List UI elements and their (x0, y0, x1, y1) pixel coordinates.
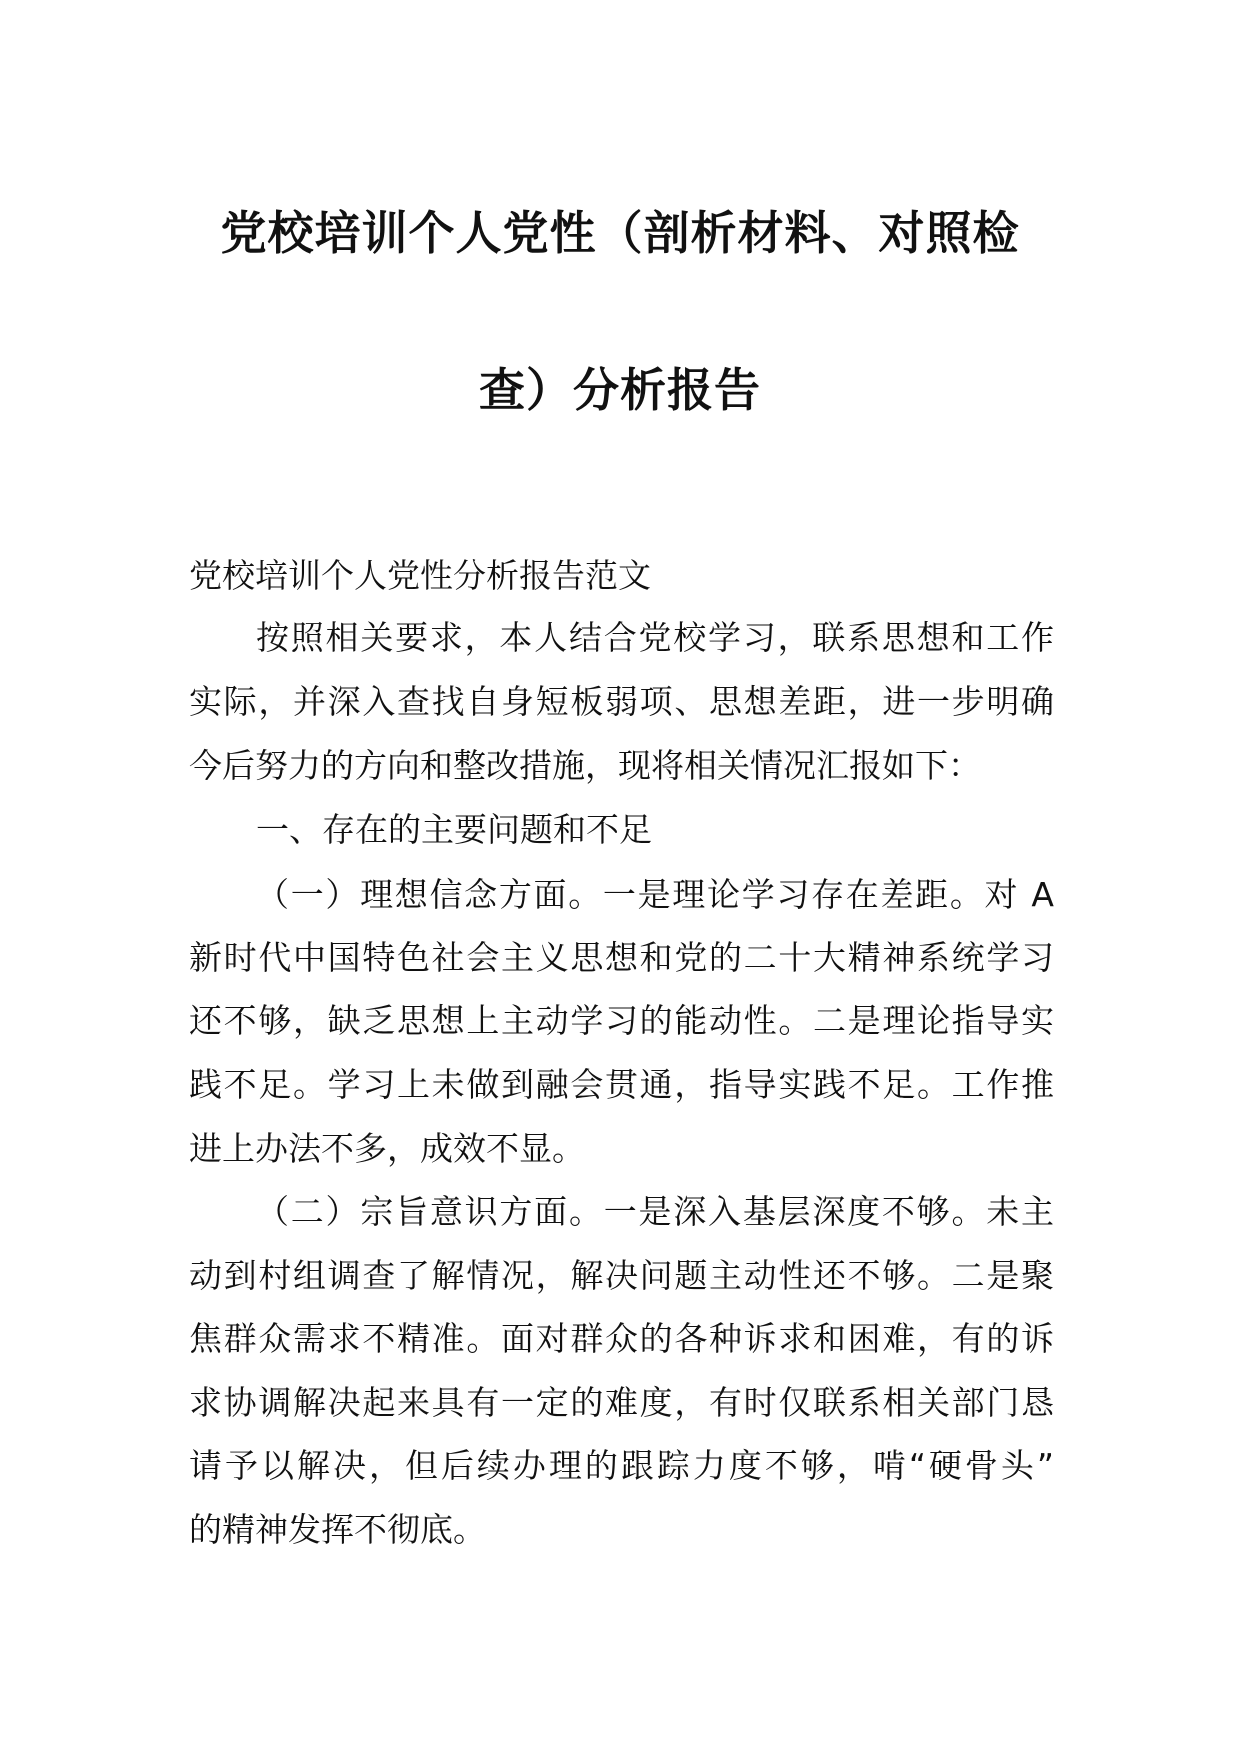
paragraph-line: （一）理想信念方面。一是理论学习存在差距。对 A (256, 875, 1054, 914)
paragraph-line: 今后努力的方向和整改措施，现将相关情况汇报如下： (189, 746, 981, 785)
paragraph-line: 践不足。学习上未做到融会贯通，指导实践不足。工作推 (189, 1065, 1054, 1104)
paragraph-line: 求协调解决起来具有一定的难度，有时仅联系相关部门恳 (189, 1383, 1054, 1422)
paragraph-line: 实际，并深入查找自身短板弱项、思想差距，进一步明确 (189, 682, 1054, 721)
document-title-line-1: 党校培训个人党性（剖析材料、对照检 (220, 206, 1020, 260)
paragraph-line: 请予以解决，但后续办理的跟踪力度不够，啃“硬骨头” (189, 1446, 1054, 1485)
paragraph-line: 的精神发挥不彻底。 (189, 1510, 486, 1549)
paragraph-line: 按照相关要求，本人结合党校学习，联系思想和工作 (256, 618, 1054, 657)
paragraph-line: 焦群众需求不精准。面对群众的各种诉求和困难，有的诉 (189, 1319, 1054, 1358)
paragraph-line: 进上办法不多，成效不显。 (189, 1129, 585, 1168)
paragraph-line: （二）宗旨意识方面。一是深入基层深度不够。未主 (256, 1192, 1054, 1231)
section-heading: 一、存在的主要问题和不足 (256, 810, 652, 849)
paragraph-line: 动到村组调查了解情况，解决问题主动性还不够。二是聚 (189, 1256, 1054, 1295)
paragraph-line: 还不够，缺乏思想上主动学习的能动性。二是理论指导实 (189, 1001, 1054, 1040)
paragraph-line: 新时代中国特色社会主义思想和党的二十大精神系统学习 (189, 938, 1054, 977)
document-title-line-2: 查）分析报告 (479, 363, 761, 417)
document-subtitle: 党校培训个人党性分析报告范文 (189, 556, 651, 595)
